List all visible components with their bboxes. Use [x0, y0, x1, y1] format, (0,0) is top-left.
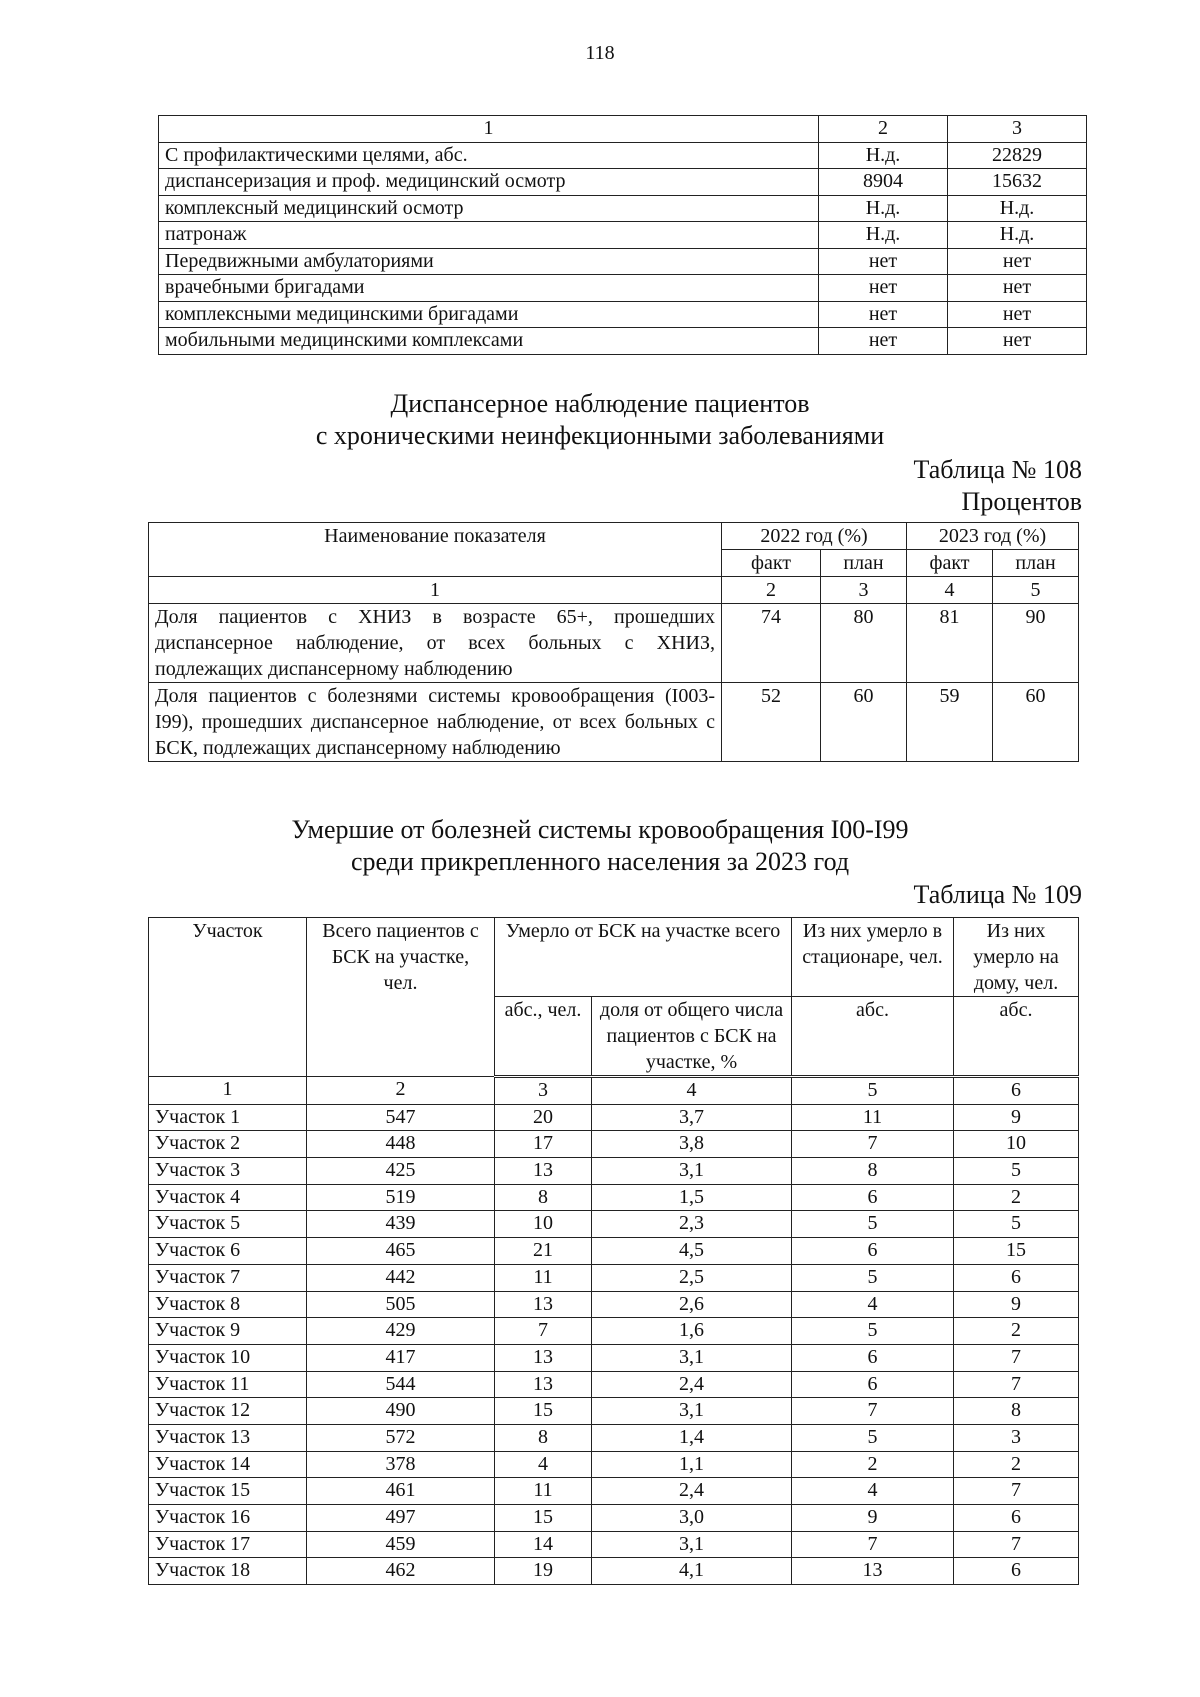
table-row: [149, 1291, 1079, 1318]
site-value: 2,3: [592, 1211, 792, 1238]
site-value: 15: [495, 1505, 592, 1532]
table-header-row: [149, 523, 1079, 550]
table-108-body: [149, 523, 1079, 762]
site-value: 3,7: [592, 1104, 792, 1131]
site-value: 9: [954, 1291, 1079, 1318]
site-value: 11: [792, 1104, 954, 1131]
site-value: 5: [954, 1211, 1079, 1238]
site-value: 465: [307, 1238, 495, 1265]
header-indicator: Наименование показателя: [149, 523, 722, 577]
row-value: 8904: [819, 169, 948, 196]
site-value: 6: [954, 1505, 1079, 1532]
site-value: 490: [307, 1398, 495, 1425]
site-value: 6: [792, 1184, 954, 1211]
column-number: 3: [948, 116, 1087, 143]
column-numbers-row: [149, 577, 1079, 604]
section-108-title-line2: с хроническими неинфекционными заболеваниями: [315, 421, 885, 450]
site-name: Участок 1: [149, 1104, 307, 1131]
site-value: 7: [792, 1131, 954, 1158]
table-header-row: [149, 918, 1079, 997]
row-label: С профилактическими целями, абс.: [159, 142, 819, 169]
site-name: Участок 8: [149, 1291, 307, 1318]
site-value: 1,6: [592, 1318, 792, 1345]
site-value: 6: [792, 1238, 954, 1265]
site-name: Участок 14: [149, 1451, 307, 1478]
header-abs: абс.: [792, 997, 954, 1077]
services-table: [158, 115, 1087, 355]
table-row: [159, 142, 1087, 169]
page-number: 118: [585, 42, 615, 64]
row-value: 15632: [948, 169, 1087, 196]
table-row: [149, 1478, 1079, 1505]
section-109-title-line1: Умершие от болезней системы кровообращения I00-I99: [291, 815, 909, 844]
site-name: Участок 16: [149, 1505, 307, 1532]
site-value: 2: [954, 1184, 1079, 1211]
table-row: [149, 1184, 1079, 1211]
site-value: 3,8: [592, 1131, 792, 1158]
site-value: 572: [307, 1424, 495, 1451]
site-value: 8: [792, 1158, 954, 1185]
table-header-row: [159, 116, 1087, 143]
site-value: 6: [792, 1371, 954, 1398]
column-number: 4: [907, 577, 993, 604]
column-number: 4: [592, 1077, 792, 1105]
table-row: [149, 1238, 1079, 1265]
row-value: Н.д.: [819, 142, 948, 169]
row-value: Н.д.: [948, 195, 1087, 222]
site-value: 439: [307, 1211, 495, 1238]
column-number: 3: [495, 1077, 592, 1105]
site-name: Участок 17: [149, 1531, 307, 1558]
site-value: 2,4: [592, 1478, 792, 1505]
table-row: [149, 1531, 1079, 1558]
header-year-2022: 2022 год (%): [722, 523, 907, 550]
site-value: 13: [495, 1344, 592, 1371]
table-row: [159, 248, 1087, 275]
site-value: 15: [954, 1238, 1079, 1265]
site-value: 8: [495, 1424, 592, 1451]
row-value: нет: [819, 275, 948, 302]
site-value: 4: [792, 1291, 954, 1318]
site-value: 6: [954, 1558, 1079, 1585]
row-label: Передвижными амбулаториями: [159, 248, 819, 275]
row-label: комплексными медицинскими бригадами: [159, 301, 819, 328]
column-number: 1: [149, 577, 722, 604]
table-row: [159, 195, 1087, 222]
indicator-value: 74: [722, 604, 821, 683]
column-number: 2: [722, 577, 821, 604]
site-name: Участок 15: [149, 1478, 307, 1505]
site-value: 3,1: [592, 1531, 792, 1558]
site-value: 5: [792, 1264, 954, 1291]
table-row: [159, 275, 1087, 302]
site-value: 3,1: [592, 1398, 792, 1425]
table-109: [148, 917, 1079, 1585]
header-abs: абс.: [954, 997, 1079, 1077]
header-total: Всего пациентов с БСК на участке, чел.: [307, 918, 495, 1077]
site-value: 505: [307, 1291, 495, 1318]
site-value: 497: [307, 1505, 495, 1532]
site-value: 14: [495, 1531, 592, 1558]
table-row: [149, 1318, 1079, 1345]
site-name: Участок 11: [149, 1371, 307, 1398]
indicator-value: 60: [993, 683, 1079, 762]
site-value: 9: [954, 1104, 1079, 1131]
header-home: Из них умерло на дому, чел.: [954, 918, 1079, 997]
site-value: 4: [792, 1478, 954, 1505]
table-row: [149, 1264, 1079, 1291]
site-value: 2,6: [592, 1291, 792, 1318]
column-number: 3: [821, 577, 907, 604]
section-108-title-line1: Диспансерное наблюдение пациентов: [390, 389, 810, 418]
site-value: 6: [954, 1264, 1079, 1291]
table-row: [149, 1158, 1079, 1185]
site-value: 6: [792, 1344, 954, 1371]
table-row: [149, 1451, 1079, 1478]
site-value: 519: [307, 1184, 495, 1211]
site-value: 17: [495, 1131, 592, 1158]
header-abs-people: абс., чел.: [495, 997, 592, 1077]
table-108: [148, 522, 1079, 762]
site-value: 5: [954, 1158, 1079, 1185]
site-value: 448: [307, 1131, 495, 1158]
site-value: 2: [792, 1451, 954, 1478]
site-value: 461: [307, 1478, 495, 1505]
row-value: нет: [948, 248, 1087, 275]
header-plan: план: [993, 550, 1079, 577]
row-value: нет: [948, 328, 1087, 355]
table-row: [149, 1398, 1079, 1425]
table-row: [149, 1424, 1079, 1451]
row-label: врачебными бригадами: [159, 275, 819, 302]
site-value: 3: [954, 1424, 1079, 1451]
site-value: 13: [495, 1371, 592, 1398]
header-year-2023: 2023 год (%): [907, 523, 1079, 550]
table-row: [149, 1558, 1079, 1585]
site-name: Участок 9: [149, 1318, 307, 1345]
header-died-total: Умерло от БСК на участке всего: [495, 918, 792, 997]
site-value: 2: [954, 1318, 1079, 1345]
site-value: 5: [792, 1211, 954, 1238]
table-row: [149, 1104, 1079, 1131]
site-value: 13: [495, 1158, 592, 1185]
site-value: 459: [307, 1531, 495, 1558]
table-row: [149, 604, 1079, 683]
site-name: Участок 13: [149, 1424, 307, 1451]
indicator-value: 90: [993, 604, 1079, 683]
site-value: 1,5: [592, 1184, 792, 1211]
column-number: 5: [993, 577, 1079, 604]
site-value: 1,4: [592, 1424, 792, 1451]
site-value: 462: [307, 1558, 495, 1585]
site-value: 4,5: [592, 1238, 792, 1265]
site-name: Участок 18: [149, 1558, 307, 1585]
table-row: [149, 1505, 1079, 1532]
site-name: Участок 2: [149, 1131, 307, 1158]
column-number: 1: [149, 1077, 307, 1105]
table-row: [149, 683, 1079, 762]
row-value: Н.д.: [819, 222, 948, 249]
row-value: Н.д.: [948, 222, 1087, 249]
site-value: 544: [307, 1371, 495, 1398]
table-row: [159, 328, 1087, 355]
site-value: 19: [495, 1558, 592, 1585]
table-109-body: [149, 918, 1079, 1585]
site-value: 7: [954, 1344, 1079, 1371]
indicator-name: Доля пациентов с болезнями системы кровообращения (I003-I99), прошедших диспансерное наблюдение, от всех больных с БСК, подлежащих диспансерному наблюдению: [149, 683, 722, 762]
site-value: 7: [495, 1318, 592, 1345]
header-site: Участок: [149, 918, 307, 1077]
site-name: Участок 3: [149, 1158, 307, 1185]
column-numbers-row: [149, 1077, 1079, 1105]
row-value: нет: [819, 301, 948, 328]
site-value: 4: [495, 1451, 592, 1478]
row-value: нет: [948, 275, 1087, 302]
site-name: Участок 6: [149, 1238, 307, 1265]
table-row: [149, 1131, 1079, 1158]
site-name: Участок 12: [149, 1398, 307, 1425]
site-value: 425: [307, 1158, 495, 1185]
site-name: Участок 5: [149, 1211, 307, 1238]
column-number: 5: [792, 1077, 954, 1105]
site-value: 8: [954, 1398, 1079, 1425]
site-value: 2: [954, 1451, 1079, 1478]
site-value: 15: [495, 1398, 592, 1425]
site-value: 3,0: [592, 1505, 792, 1532]
indicator-value: 59: [907, 683, 993, 762]
indicator-value: 60: [821, 683, 907, 762]
table-108-units: Процентов: [961, 487, 1082, 516]
table-row: [159, 301, 1087, 328]
site-value: 13: [792, 1558, 954, 1585]
site-value: 547: [307, 1104, 495, 1131]
row-label: комплексный медицинский осмотр: [159, 195, 819, 222]
site-value: 442: [307, 1264, 495, 1291]
site-value: 8: [495, 1184, 592, 1211]
site-value: 9: [792, 1505, 954, 1532]
site-value: 3,1: [592, 1158, 792, 1185]
column-number: 6: [954, 1077, 1079, 1105]
header-hospital: Из них умерло в стационаре, чел.: [792, 918, 954, 997]
site-value: 5: [792, 1424, 954, 1451]
site-value: 2,4: [592, 1371, 792, 1398]
site-value: 3,1: [592, 1344, 792, 1371]
site-value: 21: [495, 1238, 592, 1265]
row-value: Н.д.: [819, 195, 948, 222]
column-number: 2: [819, 116, 948, 143]
site-value: 7: [954, 1478, 1079, 1505]
site-value: 417: [307, 1344, 495, 1371]
site-value: 7: [954, 1531, 1079, 1558]
site-value: 378: [307, 1451, 495, 1478]
indicator-name: Доля пациентов с ХНИЗ в возрасте 65+, прошедших диспансерное наблюдение, от всех больных с ХНИЗ, подлежащих диспансерному наблюдению: [149, 604, 722, 683]
table-108-label: Таблица № 108: [913, 455, 1082, 484]
table-109-label: Таблица № 109: [913, 880, 1082, 909]
indicator-value: 80: [821, 604, 907, 683]
site-value: 1,1: [592, 1451, 792, 1478]
site-name: Участок 4: [149, 1184, 307, 1211]
table-row: [149, 1371, 1079, 1398]
indicator-value: 81: [907, 604, 993, 683]
site-value: 10: [495, 1211, 592, 1238]
header-share: доля от общего числа пациентов с БСК на участке, %: [592, 997, 792, 1077]
table-row: [149, 1344, 1079, 1371]
site-value: 11: [495, 1478, 592, 1505]
row-value: нет: [819, 248, 948, 275]
site-value: 429: [307, 1318, 495, 1345]
column-number: 2: [307, 1077, 495, 1105]
header-fact: факт: [722, 550, 821, 577]
table-row: [149, 1211, 1079, 1238]
site-value: 7: [954, 1371, 1079, 1398]
table-row: [159, 222, 1087, 249]
row-label: мобильными медицинскими комплексами: [159, 328, 819, 355]
row-value: 22829: [948, 142, 1087, 169]
site-value: 5: [792, 1318, 954, 1345]
site-value: 7: [792, 1398, 954, 1425]
row-label: диспансеризация и проф. медицинский осмотр: [159, 169, 819, 196]
section-109-title-line2: среди прикрепленного населения за 2023 год: [350, 847, 850, 876]
indicator-value: 52: [722, 683, 821, 762]
row-value: нет: [819, 328, 948, 355]
site-value: 10: [954, 1131, 1079, 1158]
site-value: 20: [495, 1104, 592, 1131]
site-name: Участок 7: [149, 1264, 307, 1291]
row-label: патронаж: [159, 222, 819, 249]
header-plan: план: [821, 550, 907, 577]
site-value: 13: [495, 1291, 592, 1318]
table-row: [159, 169, 1087, 196]
header-fact: факт: [907, 550, 993, 577]
site-value: 2,5: [592, 1264, 792, 1291]
site-name: Участок 10: [149, 1344, 307, 1371]
site-value: 7: [792, 1531, 954, 1558]
site-value: 4,1: [592, 1558, 792, 1585]
services-table-body: [159, 116, 1087, 355]
row-value: нет: [948, 301, 1087, 328]
column-number: 1: [159, 116, 819, 143]
site-value: 11: [495, 1264, 592, 1291]
